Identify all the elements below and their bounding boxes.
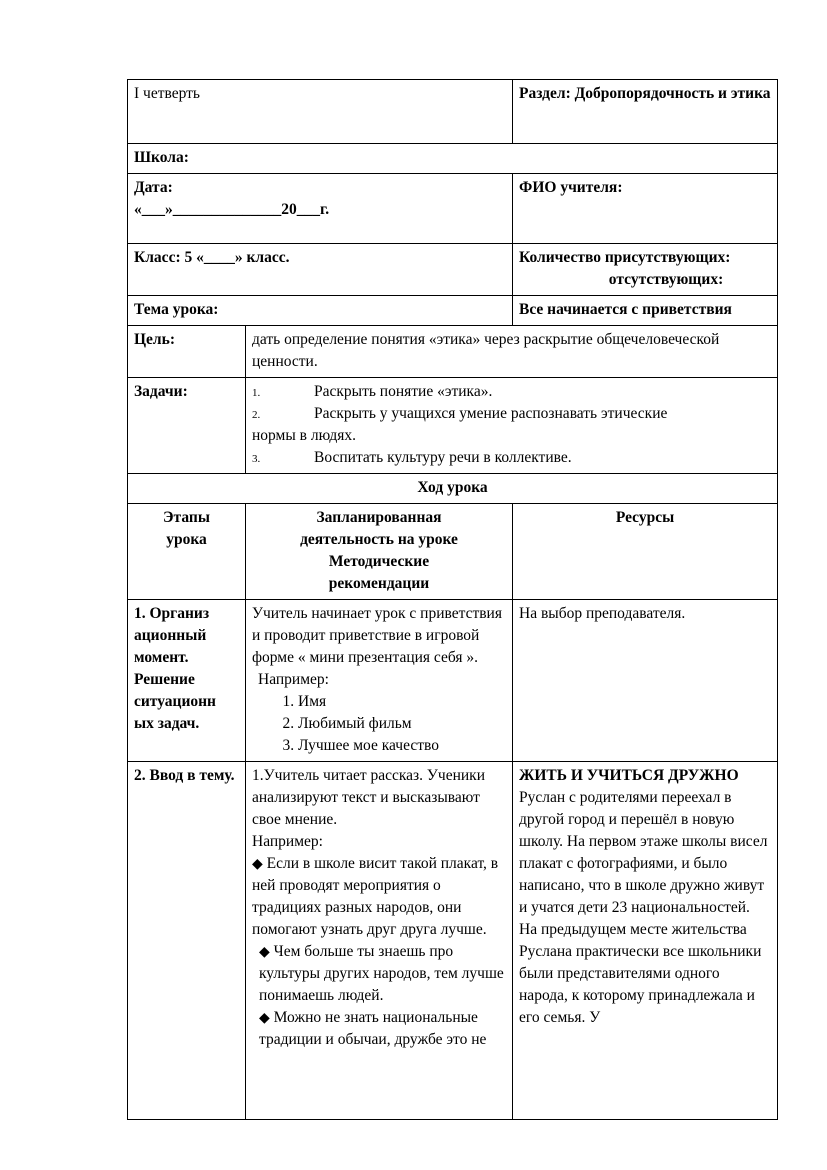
story-title: ЖИТЬ И УЧИТЬСЯ ДРУЖНО [519, 767, 739, 784]
date-blank-field: «___»______________20___г. [134, 201, 330, 218]
activity-bullet-item [252, 941, 506, 1007]
header-line: рекомендации [328, 575, 430, 592]
goal-label-cell: Цель: [128, 326, 246, 378]
list-item: 3. Лучшее мое качество [298, 735, 506, 757]
list-item: 2. Любимый фильм [298, 713, 506, 735]
section-cell: Раздел: Добропорядочность и этика [513, 80, 778, 144]
activity-bullet-item [252, 1007, 506, 1051]
objectives-list-cell [246, 378, 778, 474]
list-item: 1. Имя [298, 691, 506, 713]
date-cell [128, 174, 513, 244]
bullet-text: Если в школе висит такой плакат, в ней проводят мероприятия о традициях разных народов, они помогают узнать друг друга лучше. [252, 855, 499, 938]
activity-example-label: Например: [252, 833, 323, 850]
stage-2-resources [513, 762, 778, 1120]
topic-label-cell: Тема урока: [128, 296, 513, 326]
table-row-lesson-flow-title [128, 474, 778, 504]
activity-intro: Учитель начинает урок с приветствия и проводит приветствие в игровой форме « мини презентация себя ». [252, 605, 502, 666]
table-row-date [128, 174, 778, 244]
class-cell: Класс: 5 «____» класс. [128, 244, 513, 296]
objective-number: 1. [252, 387, 261, 399]
lesson-plan-table [127, 79, 778, 1120]
objective-continuation: нормы в людях. [252, 427, 357, 444]
stage-line: ситуационн [134, 693, 216, 710]
table-row-objectives [128, 378, 778, 474]
diamond-bullet-icon: ◆ [259, 945, 270, 960]
bullet-text: Можно не знать национальные традиции и обычаи, дружбе это не [259, 1009, 487, 1048]
topic-value-cell: Все начинается с приветствия [513, 296, 778, 326]
table-row-stage-1 [128, 600, 778, 762]
table-row-column-headers [128, 504, 778, 600]
table-row-class [128, 244, 778, 296]
quarter-cell: I четверть [128, 80, 513, 144]
objective-item [252, 381, 771, 403]
stage-1-activity [246, 600, 513, 762]
column-header-stages [128, 504, 246, 600]
objectives-label-cell: Задачи: [128, 378, 246, 474]
stage-2-label: 2. Ввод в тему. [128, 762, 246, 1120]
present-label: Количество присутствующих: [519, 249, 731, 266]
header-line: Ресурсы [615, 509, 675, 526]
table-row-stage-2 [128, 762, 778, 1120]
school-cell: Школа: [128, 144, 778, 174]
table-row-quarter [128, 80, 778, 144]
table-row-goal [128, 326, 778, 378]
stage-line: 1. Организ [134, 605, 210, 622]
activity-intro: 1.Учитель читает рассказ. Ученики анализируют текст и высказывают свое мнение. [252, 767, 485, 828]
diamond-bullet-icon: ◆ [252, 857, 263, 872]
column-header-planned-activity [246, 504, 513, 600]
table-row-school [128, 144, 778, 174]
stage-line: ых задач. [134, 715, 200, 732]
date-label: Дата: [134, 179, 173, 196]
objectives-list [252, 381, 771, 469]
objective-text: Раскрыть понятие «этика». [314, 383, 493, 400]
activity-example-label: Например: [258, 671, 329, 688]
absent-label: отсутствующих: [608, 271, 724, 288]
stage-1-resources: На выбор преподавателя. [513, 600, 778, 762]
header-line: Методические [328, 553, 430, 570]
attendance-cell [513, 244, 778, 296]
table-row-topic [128, 296, 778, 326]
activity-example-list [252, 691, 506, 757]
header-line: Запланированная [316, 509, 442, 526]
objective-item [252, 447, 771, 469]
stage-2-activity [246, 762, 513, 1120]
objective-text: Раскрыть у учащихся умение распознавать этические [314, 405, 668, 422]
activity-bullet-item [252, 853, 506, 941]
teacher-name-cell: ФИО учителя: [513, 174, 778, 244]
objective-number: 2. [252, 409, 261, 421]
stage-1-label [128, 600, 246, 762]
story-text: Руслан с родителями переехал в другой город и перешёл в новую школу. На первом этаже школы висел плакат с фотографиями, и было написано, что в школе дружно живут и учатся дети 23 национальностей. На предыдущем месте жительства Руслана практически все школьники были представителями одного народа, к которому принадлежала и его семья. У [519, 789, 768, 1026]
column-header-resources [513, 504, 778, 600]
objective-item [252, 403, 771, 425]
objective-text: Воспитать культуру речи в коллективе. [314, 449, 572, 466]
lesson-flow-title: Ход урока [128, 474, 778, 504]
header-line: Этапы [163, 509, 210, 526]
goal-text-cell: дать определение понятия «этика» через раскрытие общечеловеческой ценности. [246, 326, 778, 378]
stage-line: ационный [134, 627, 207, 644]
header-line: деятельность на уроке [300, 531, 458, 548]
diamond-bullet-icon: ◆ [259, 1011, 270, 1026]
objective-number: 3. [252, 453, 261, 465]
bullet-text: Чем больше ты знаешь про культуры других народов, тем лучше понимаешь людей. [259, 943, 504, 1004]
stage-line: момент. [134, 649, 189, 666]
stage-line: Решение [134, 671, 195, 688]
header-line: урока [166, 531, 207, 548]
